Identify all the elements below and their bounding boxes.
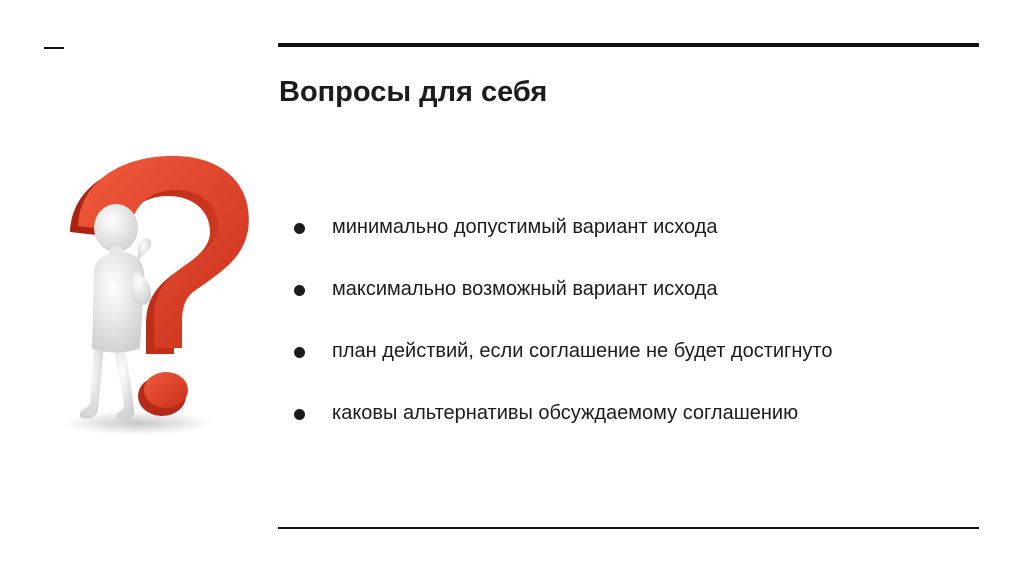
bullet-dot-icon (294, 347, 305, 358)
bullet-list (294, 212, 832, 460)
top-divider (278, 43, 979, 47)
bullet-text: план действий, если соглашение не будет достигнуто (332, 340, 833, 362)
bullet-dot-icon (294, 285, 305, 296)
corner-dash (44, 47, 64, 49)
bullet-text: минимально допустимый вариант исхода (332, 216, 718, 238)
bullet-text: каковы альтернативы обсуждаемому соглашению (332, 402, 799, 424)
list-item (294, 212, 832, 274)
bottom-divider (278, 527, 979, 529)
slide-title: Вопросы для себя (279, 76, 548, 108)
list-item (294, 398, 832, 460)
list-item (294, 274, 832, 336)
bullet-dot-icon (294, 409, 305, 420)
bullet-dot-icon (294, 223, 305, 234)
bullet-text: максимально возможный вариант исхода (332, 278, 718, 300)
thinking-person-question-mark-icon (58, 148, 258, 438)
list-item (294, 336, 832, 398)
